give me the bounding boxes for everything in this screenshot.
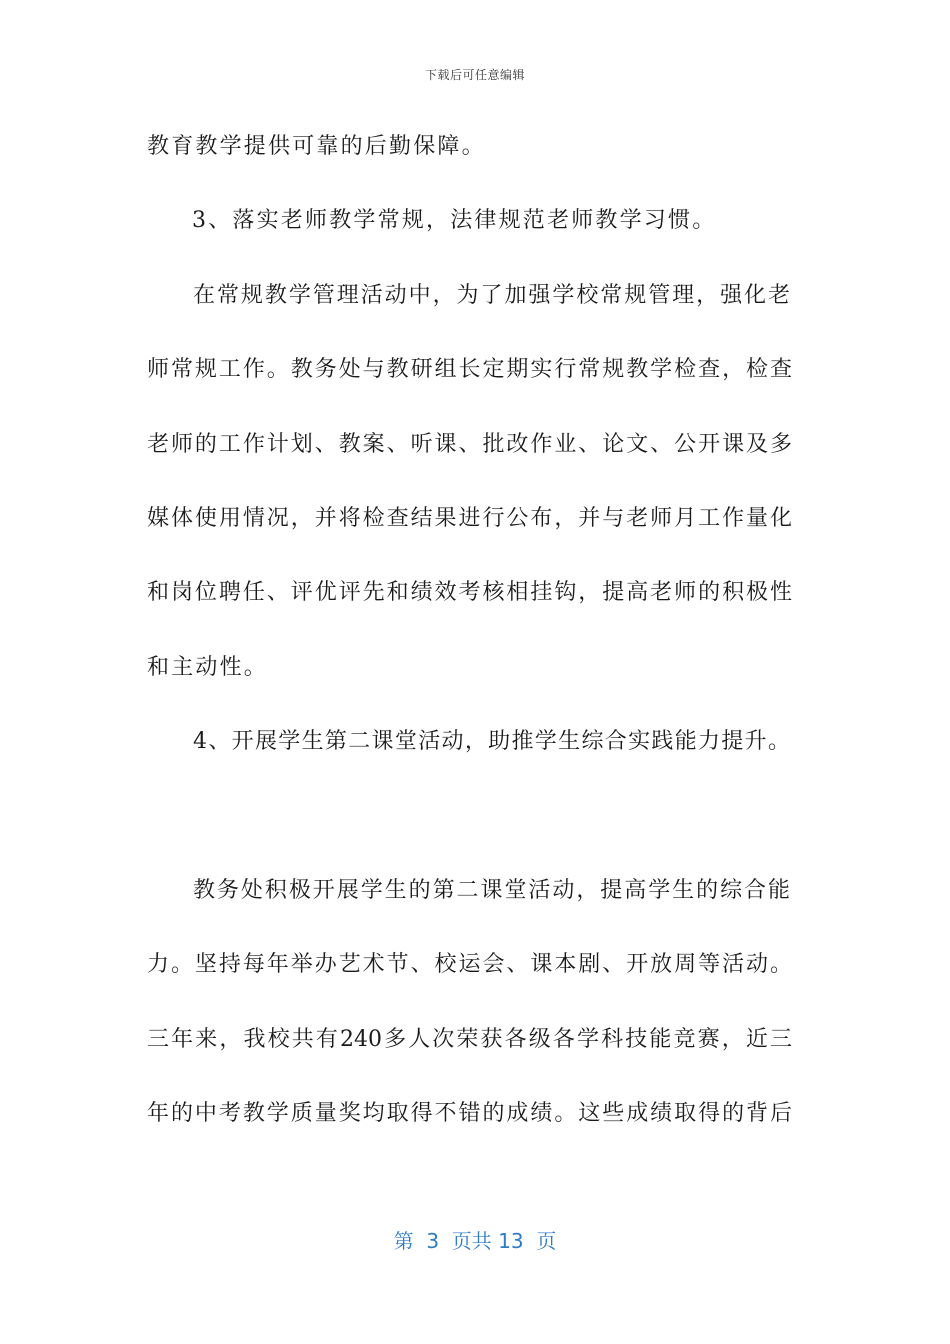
- text-line: 4、开展学生第二课堂活动，助推学生综合实践能力提升。: [193, 729, 790, 754]
- text-line: 教育教学提供可靠的后勤保障。: [147, 134, 486, 159]
- text-line: 年的中考教学质量奖均取得不错的成绩。这些成绩取得的背后: [147, 1101, 792, 1126]
- text-line: 师常规工作。教务处与教研组长定期实行常规教学检查，检查: [147, 357, 792, 382]
- text-line: 和主动性。: [147, 655, 269, 680]
- text-line: 媒体使用情况，并将检查结果进行公布，并与老师月工作量化: [147, 506, 792, 531]
- header-note: 下载后可任意编辑: [424, 68, 525, 82]
- text-line: 三年来，我校共有240多人次荣获各级各学科技能竞赛，近三: [147, 1027, 792, 1052]
- page-number-footer: 第 3 页共 13 页: [393, 1229, 557, 1253]
- text-line: 3、落实老师教学常规，法律规范老师教学习惯。: [192, 208, 717, 233]
- text-line: 教务处积极开展学生的第二课堂活动，提高学生的综合能: [193, 878, 790, 903]
- text-line: 力。坚持每年举办艺术节、校运会、课本剧、开放周等活动。: [147, 952, 792, 977]
- text-line: 在常规教学管理活动中，为了加强学校常规管理，强化老: [193, 283, 790, 308]
- text-line: 和岗位聘任、评优评先和绩效考核相挂钩，提高老师的积极性: [147, 580, 792, 605]
- text-line: 老师的工作计划、教案、听课、批改作业、论文、公开课及多: [147, 432, 792, 457]
